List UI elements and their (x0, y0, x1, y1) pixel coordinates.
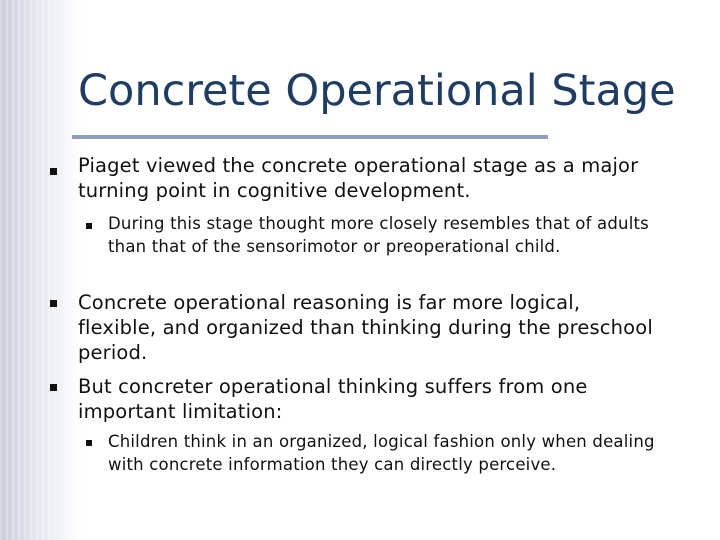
bullet-marker (50, 300, 57, 307)
bullet-marker (50, 168, 57, 175)
bullet-text: But concreter operational thinking suffers from one important limitation: (78, 375, 588, 423)
title-underline (72, 135, 548, 139)
slide-title: Concrete Operational Stage (78, 66, 676, 116)
bullet-text: Concrete operational reasoning is far more logical, flexible, and organized than thinking during the preschool period. (78, 291, 653, 364)
sub-bullet-text: During this stage thought more closely resembles that of adults than that of the sensorimotor or preoperational child. (108, 214, 649, 256)
bullet-marker (50, 384, 57, 391)
sub-bullet-marker (86, 440, 92, 446)
sub-bullet-marker (86, 223, 92, 229)
left-gradient-decoration (0, 0, 52, 540)
bullet-text: Piaget viewed the concrete operational stage as a major turning point in cognitive development. (78, 154, 639, 202)
sub-bullet-text: Children think in an organized, logical fashion only when dealing with concrete information they can directly perceive. (108, 432, 655, 474)
